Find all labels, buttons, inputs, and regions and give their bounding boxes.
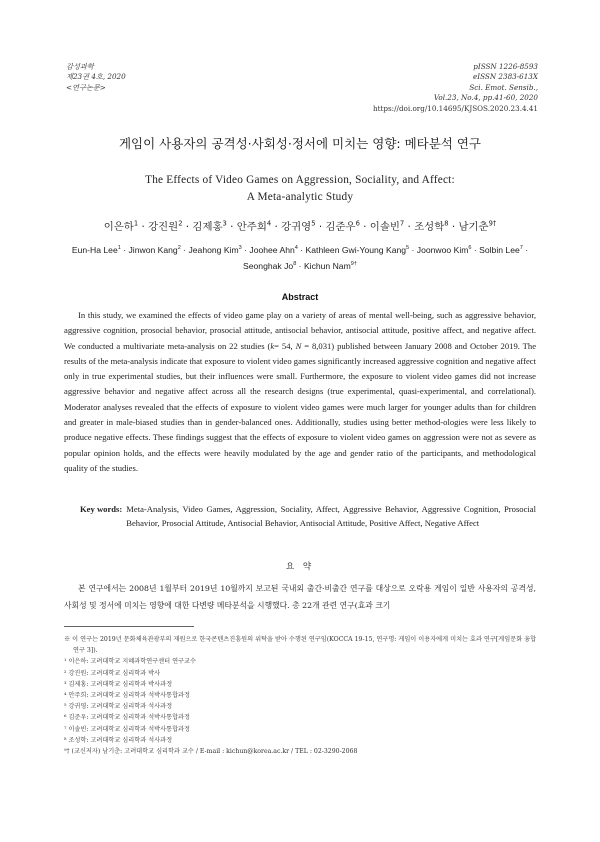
author-affiliation-mark: 1: [133, 219, 139, 228]
journal-volume: 제23권 4호, 2020: [66, 72, 126, 82]
author-affiliation-mark: 5: [311, 219, 316, 228]
n-symbol: N: [295, 340, 302, 351]
author-separator: ·: [120, 245, 129, 255]
author-separator: ·: [448, 221, 459, 233]
affiliation-5: ⁵ 강귀영: 고려대학교 심리학과 석사과정: [64, 703, 173, 711]
author-separator: ·: [471, 245, 480, 255]
author-name: 이은하: [103, 221, 134, 233]
author-affiliation-mark: 9†: [488, 219, 497, 228]
author-ko-8: [414, 221, 448, 233]
author-separator: ·: [297, 245, 306, 255]
k-value: = 54,: [274, 340, 296, 351]
author-separator: ·: [226, 221, 237, 233]
journal-header-left: [66, 62, 126, 93]
journal-header-right: [373, 62, 538, 114]
author-separator: ·: [296, 261, 304, 271]
author-affiliation-mark: 2: [178, 219, 183, 228]
author-affiliation-mark: 5: [406, 245, 410, 252]
abstract-text-part2: ) published between January 2008 and October 2019. The results of the meta-analysis indicate that exposure to violent video games significantly increased aggressive cognition and negative affect only in true experimental studies, but their influences were small. Furthermore, the exposure to violent video games did not increase aggressive behavior and negative affect across all the research designs (true experimental, quasi-experimental, and correlational). Moderator analyses revealed that the effects of exposure to violent video games were much larger for younger adults than for children and greater in male-biased studies than in gender-balanced ones. Additionally, studies using better method-ologies were less likely to produce negative effects. These findings suggest that the effects of exposure to violent video games on aggression were not as severe as popular opinion holds, and the effects were heavily modulated by the age and gender ratio of the participants, and methodological quality of the studies.: [64, 340, 537, 473]
author-ko-4: [237, 221, 271, 233]
journal-abbrev: Sci. Emot. Sensib.,: [469, 82, 538, 92]
author-affiliation-mark: 4: [294, 245, 298, 252]
author-affiliation-mark: 6: [468, 245, 472, 252]
author-en-6: [417, 245, 472, 255]
author-ko-1: [104, 221, 138, 233]
author-name: Jeahong Kim: [188, 245, 239, 255]
author-affiliation-mark: 2: [177, 245, 181, 252]
article-type: <연구논문>: [66, 82, 106, 92]
author-en-8: [243, 261, 296, 271]
author-ko-3: [192, 221, 226, 233]
summary-heading: 요 약: [285, 562, 315, 572]
author-name: 김제홍: [192, 221, 223, 233]
keywords-label: Key words:: [80, 504, 123, 514]
author-affiliation-mark: 1: [117, 245, 121, 252]
affiliation-2: ² 강진원: 고려대학교 심리학과 박사: [64, 669, 161, 677]
author-name: Solbin Lee: [479, 245, 520, 255]
journal-name: 감성과학: [66, 62, 94, 71]
author-name: 조성학: [414, 221, 445, 233]
author-en-1: [72, 245, 121, 255]
author-separator: ·: [404, 221, 415, 233]
n-value: = 8,031: [301, 340, 332, 351]
doi-link[interactable]: https://doi.org/10.14695/KJSOS.2020.23.4.41: [372, 103, 538, 113]
author-name: Seonghak Jo: [243, 261, 294, 271]
footnotes: [64, 634, 542, 757]
author-affiliation-mark: 3: [238, 245, 242, 252]
author-affiliation-mark: 6: [355, 219, 360, 228]
author-name: 강귀영: [281, 221, 312, 233]
author-affiliation-mark: 4: [266, 219, 272, 228]
eissn: eISSN 2383-613X: [473, 72, 538, 82]
summary-body: 본 연구에서는 2008년 1월부터 2019년 10월까지 보고된 국내외 출간·비출간 연구를 대상으로 오락용 게임이 일반 사용자의 공격성, 사회성 및 정서에 미치는 영향에 대한 다변량 메타분석을 시행했다. 총 22개 관련 연구(효과 크기: [64, 584, 536, 610]
author-separator: ·: [409, 245, 417, 255]
affiliation-3: ³ 김제홍: 고려대학교 심리학과 박사과정: [64, 680, 173, 688]
keywords-text: Meta-Analysis, Video Games, Aggression, Sociality, Affect, Aggressive Behavior, Aggressive Cognition, Prosocial Behavior, Prosocial Attitude, Antisocial Behavior, Antisocial Attitude, Positive Affect, Negative Affect: [126, 504, 536, 529]
author-en-5: [306, 245, 410, 255]
author-separator: ·: [138, 221, 149, 233]
author-separator: ·: [359, 221, 370, 233]
author-name: 강진원: [148, 221, 179, 233]
author-separator: ·: [271, 221, 282, 233]
author-en-3: [188, 245, 241, 255]
author-ko-7: [370, 221, 404, 233]
affiliation-8: ⁸ 조성학: 고려대학교 심리학과 석사과정: [64, 736, 173, 744]
author-separator: ·: [180, 245, 189, 255]
author-affiliation-mark: 7: [399, 219, 405, 228]
author-en-9: [304, 261, 357, 271]
author-name: Joonwoo Kim: [416, 245, 469, 255]
footnote-rule: [64, 626, 194, 627]
author-en-2: [129, 245, 181, 255]
author-affiliation-mark: 3: [222, 219, 227, 228]
title-korean: 게임이 사용자의 공격성·사회성·정서에 미치는 영향: 메타분석 연구: [118, 136, 482, 151]
authors-korean: [0, 218, 600, 233]
author-ko-9: [458, 221, 496, 233]
author-name: Eun-Ha Lee: [71, 245, 118, 255]
author-ko-6: [325, 221, 359, 233]
abstract-text-part1: In this study, we examined the effects of video game play on a variety of areas of mental well-being, such as aggressive behavior, aggressive cognition, prosocial behavior, prosocial attitude, antisocial behavior, antisocial attitude, positive affect, and negative affect. We conducted a multivariate meta-analysis on 22 studies (: [64, 310, 536, 351]
affiliation-1: ¹ 이은하: 고려대학교 지혜과학연구센터 연구교수: [64, 658, 196, 666]
author-ko-5: [281, 221, 315, 233]
author-separator: ·: [241, 245, 250, 255]
title-english: [0, 172, 600, 206]
author-name: Kichun Nam: [303, 261, 351, 271]
keywords: [80, 502, 536, 531]
author-name: Kathleen Gwi-Young Kang: [305, 245, 407, 255]
author-name: 김준우: [325, 221, 356, 233]
citation: Vol.23, No.4, pp.41-60, 2020: [433, 93, 538, 103]
abstract-heading: Abstract: [281, 292, 319, 302]
author-separator: ·: [315, 221, 326, 233]
author-en-4: [249, 245, 298, 255]
author-affiliation-mark: 9†: [350, 261, 357, 268]
author-name: 안주희: [236, 221, 267, 233]
author-name: Jinwon Kang: [128, 245, 178, 255]
corresponding-author: ⁹† (교신저자) 남기춘: 고려대학교 심리학과 교수 / E-mail : kichun@korea.ac.kr / TEL : 02-3290-2068: [64, 748, 358, 756]
author-en-7: [479, 245, 523, 255]
author-ko-2: [148, 221, 182, 233]
affiliation-7: ⁷ 이솔빈: 고려대학교 심리학과 석박사통합과정: [64, 725, 190, 733]
author-affiliation-mark: 8: [444, 219, 449, 228]
title-english-line2: A Meta-analytic Study: [246, 191, 354, 203]
pissn: pISSN 1226-8593: [473, 62, 538, 71]
k-symbol: k: [270, 340, 275, 351]
author-name: 이솔빈: [369, 221, 400, 233]
author-separator: ·: [182, 221, 193, 233]
affiliation-6: ⁶ 김준우: 고려대학교 심리학과 석박사통합과정: [64, 714, 190, 722]
abstract-body: [64, 308, 536, 476]
author-name: 남기춘: [458, 221, 489, 233]
title-english-line1: The Effects of Video Games on Aggression, Sociality, and Affect:: [145, 174, 455, 186]
author-name: Joohee Ahn: [249, 245, 295, 255]
author-affiliation-mark: 7: [519, 245, 523, 252]
author-separator: ·: [522, 245, 529, 255]
affiliation-4: ⁴ 안주희: 고려대학교 심리학과 석박사통합과정: [64, 692, 190, 700]
authors-english: [70, 242, 530, 274]
author-affiliation-mark: 8: [293, 261, 297, 268]
funding-note: ※ 이 연구는 2019년 문화체육관광부의 재원으로 한국콘텐츠진흥원의 위탁을 받아 수행된 연구임(KOCCA 19-15, 연구명: 게임이 이용자에게 미치는 효과 연구[게임문화 융합연구 3]).: [64, 636, 537, 655]
